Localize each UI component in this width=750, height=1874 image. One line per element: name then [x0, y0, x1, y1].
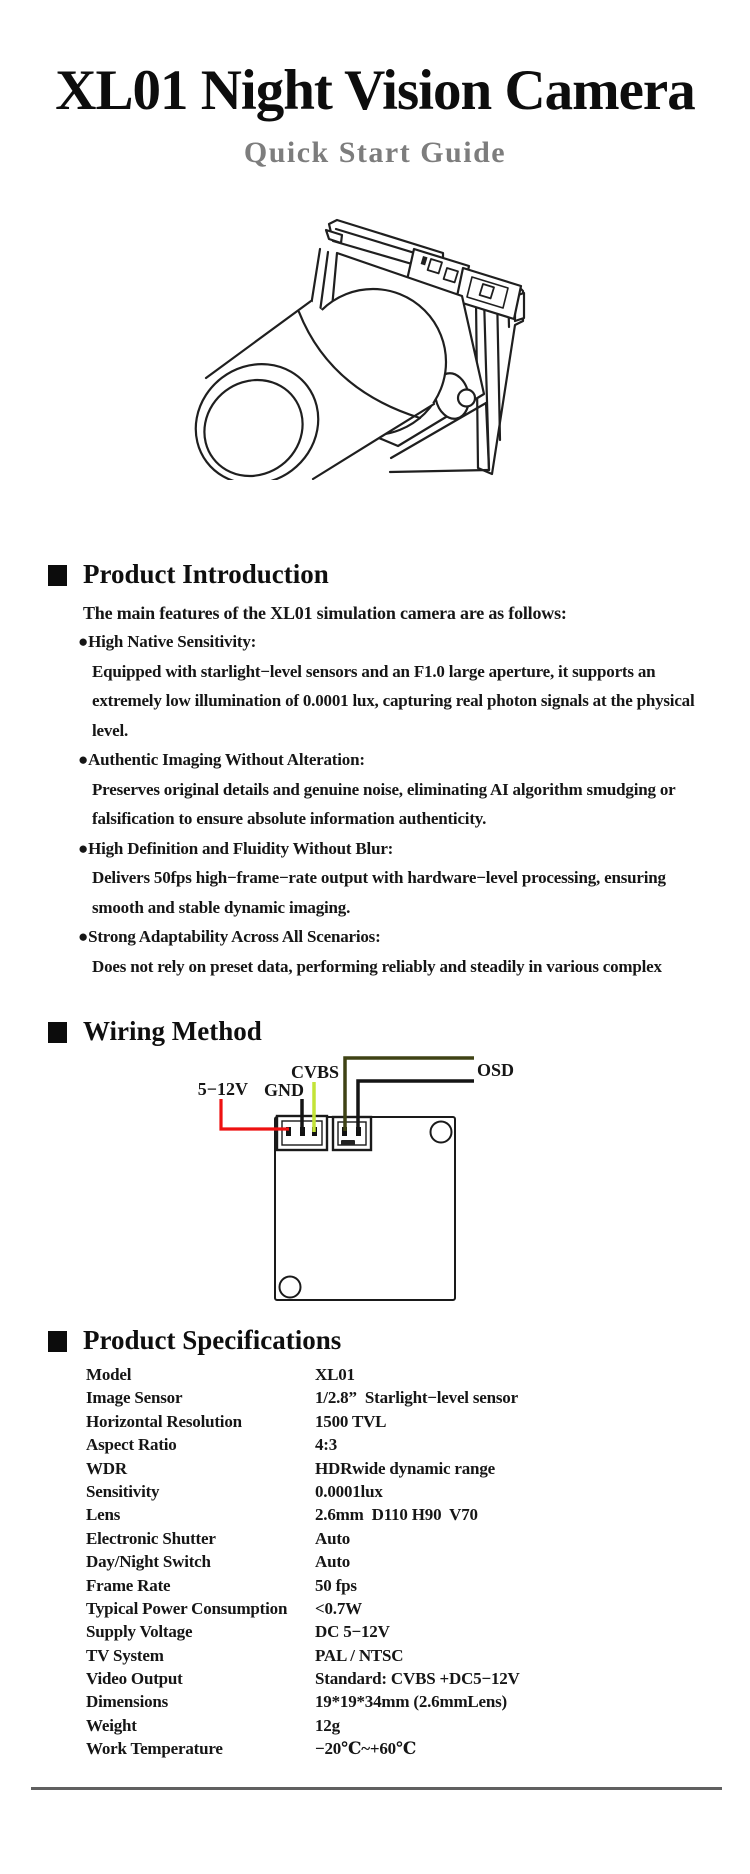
feature-text: extremely low illumination of 0.0001 lux, capturing real photon signals at the physical: [92, 691, 695, 711]
spec-label: Model: [86, 1365, 132, 1384]
spec-label: TV System: [86, 1645, 164, 1665]
section-title-wiring-method: Wiring Method: [83, 1016, 262, 1046]
wire-label-power: 5−12V: [197, 1079, 248, 1099]
page-subtitle: Quick Start Guide: [243, 136, 507, 169]
feature-list: [78, 627, 695, 982]
spec-row: [86, 1667, 686, 1690]
spec-value: 12g: [315, 1715, 340, 1735]
feature-text: falsification to ensure absolute information authenticity.: [92, 809, 487, 829]
spec-label: Aspect Ratio: [86, 1435, 177, 1455]
spec-row: [86, 1457, 686, 1480]
spec-label: WDR: [86, 1458, 127, 1478]
spec-label: Image Sensor: [86, 1388, 183, 1408]
spec-label: Dimensions: [86, 1692, 169, 1712]
spec-row: [86, 1737, 686, 1760]
page-title: XL01 Night Vision Camera: [55, 59, 695, 122]
spec-label: Video Output: [86, 1669, 183, 1689]
spec-row: [86, 1644, 686, 1667]
spec-value: 0.0001lux: [315, 1481, 383, 1501]
spec-label: Horizontal Resolution: [86, 1411, 242, 1431]
feature-title: ●High Native Sensitivity:: [78, 632, 257, 651]
spec-value: PAL / NTSC: [315, 1645, 404, 1665]
bottom-divider: [31, 1787, 722, 1790]
spec-row: [86, 1433, 686, 1456]
spec-value: XL01: [315, 1365, 355, 1384]
spec-value: 1/2.8” Starlight−level sensor: [315, 1388, 518, 1408]
spec-value: 4:3: [315, 1435, 338, 1455]
wire-label-ground: GND: [264, 1080, 304, 1100]
section-title-product-specifications: Product Specifications: [83, 1325, 342, 1355]
osd-connector: [333, 1117, 371, 1150]
section-title-product-introduction: Product Introduction: [83, 559, 329, 589]
spec-label: Work Temperature: [86, 1739, 223, 1759]
feature-text: Does not rely on preset data, performing reliably and steadily in various complex: [92, 957, 662, 977]
feature-text: smooth and stable dynamic imaging.: [92, 897, 351, 917]
section-marker-square: [48, 565, 67, 586]
spec-row: [86, 1550, 686, 1573]
section-marker-square: [48, 1022, 67, 1043]
spec-label: Frame Rate: [86, 1575, 171, 1595]
spec-value: 19*19*34mm (2.6mmLens): [315, 1692, 508, 1712]
spec-row: [86, 1363, 686, 1386]
spec-label: Electronic Shutter: [86, 1528, 216, 1548]
spec-label: Typical Power Consumption: [86, 1598, 288, 1618]
spec-row: [86, 1574, 686, 1597]
section-marker-square: [48, 1331, 67, 1352]
spec-row: [86, 1480, 686, 1503]
spec-label: Weight: [86, 1715, 137, 1735]
spec-value: HDRwide dynamic range: [315, 1458, 495, 1478]
spec-value: Auto: [315, 1552, 351, 1572]
feature-title: ●High Definition and Fluidity Without Blur:: [78, 838, 394, 858]
board-hole-bottom-left: [280, 1277, 301, 1298]
feature-title: ●Authentic Imaging Without Alteration:: [78, 750, 365, 770]
spec-value: Standard: CVBS +DC5−12V: [315, 1669, 520, 1689]
feature-text: Equipped with starlight−level sensors and an F1.0 large aperture, it supports an: [92, 661, 656, 681]
spec-label: Day/Night Switch: [86, 1552, 211, 1572]
spec-value: <0.7W: [315, 1598, 362, 1618]
spec-label: Sensitivity: [86, 1481, 160, 1501]
spec-value: 1500 TVL: [315, 1411, 387, 1431]
spec-row: [86, 1503, 686, 1526]
spec-label: Lens: [86, 1505, 121, 1525]
spec-value: 2.6mm D110 H90 V70: [315, 1505, 478, 1525]
spec-value: 50 fps: [315, 1575, 357, 1595]
camera-line-art: [170, 185, 600, 480]
spec-row: [86, 1386, 686, 1409]
board-hole-top-right: [431, 1122, 452, 1143]
wire-label-cvbs: CVBS: [290, 1062, 339, 1082]
feature-title: ●Strong Adaptability Across All Scenarios:: [78, 927, 381, 947]
spec-row: [86, 1527, 686, 1550]
feature-text: Delivers 50fps high−frame−rate output with hardware−level processing, ensuring: [92, 868, 666, 888]
feature-text: Preserves original details and genuine noise, eliminating AI algorithm smudging or: [92, 779, 676, 799]
feature-text: level.: [92, 720, 129, 740]
camera-screw-hole: [458, 390, 475, 407]
spec-row: [86, 1620, 686, 1643]
spec-row: [86, 1714, 686, 1737]
spec-row: [86, 1690, 686, 1713]
spec-row: [86, 1597, 686, 1620]
spec-value: DC 5−12V: [315, 1622, 390, 1642]
intro-lead-text: The main features of the XL01 simulation camera are as follows:: [83, 603, 567, 623]
wire-label-osd: OSD: [477, 1060, 515, 1080]
spec-label: Supply Voltage: [86, 1622, 193, 1642]
spec-row: [86, 1410, 686, 1433]
spec-value: −20℃~+60℃: [315, 1739, 417, 1759]
spec-value: Auto: [315, 1528, 351, 1548]
spec-table: [86, 1363, 686, 1761]
